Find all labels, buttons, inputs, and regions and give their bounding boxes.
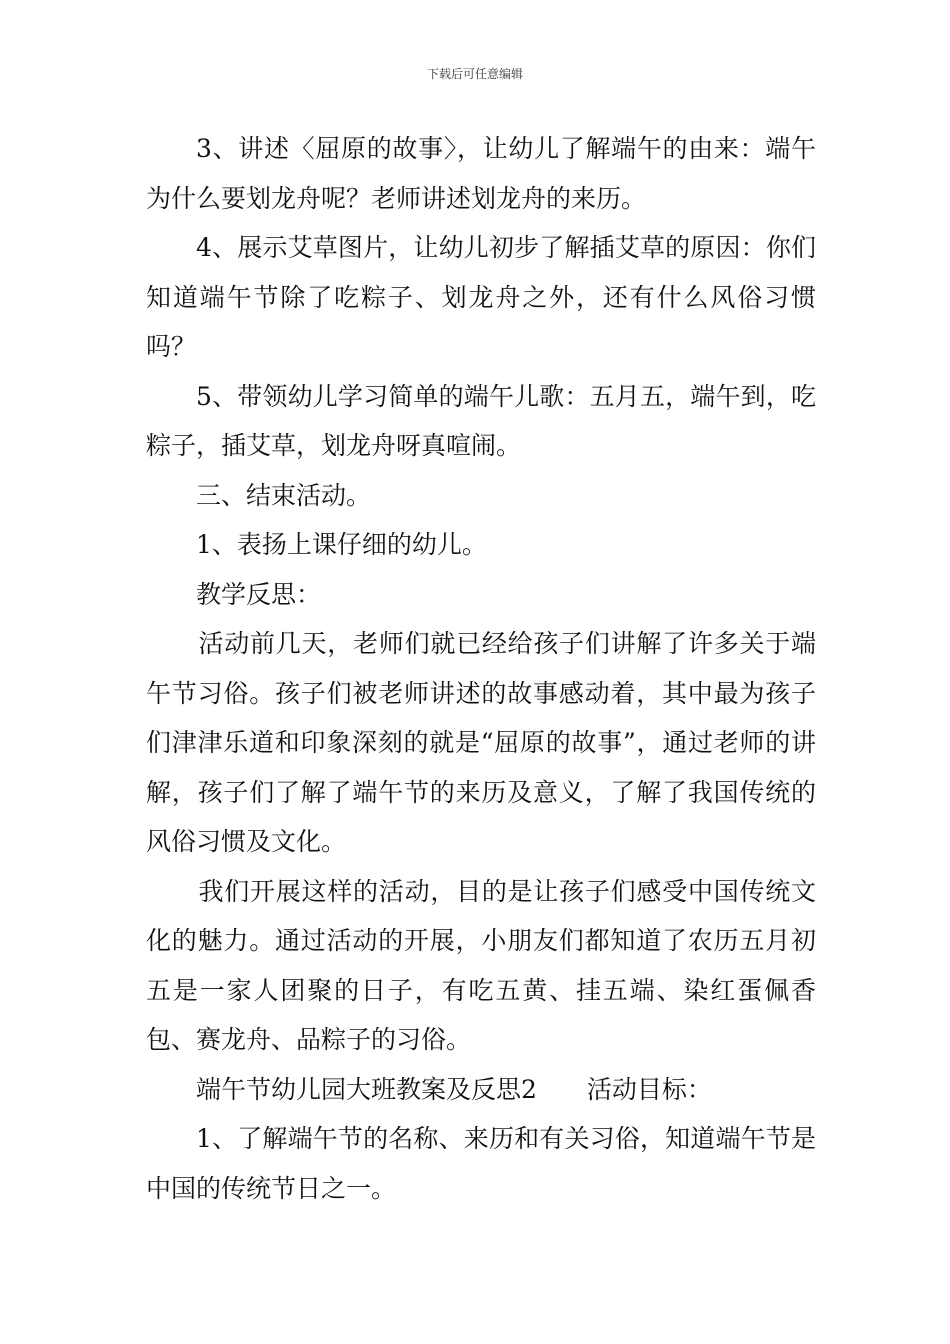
section-heading-subtitle: 活动目标： [586,1074,712,1104]
paragraph-story-qu-yuan: 3、讲述〈屈原的故事〉，让幼儿了解端午的由来：端午为什么要划龙舟呢？老师讲述划龙舟的来历。 [146,134,816,213]
paragraph-praise: 1、表扬上课仔细的幼儿。 [196,530,487,559]
page-header: 下载后可任意编辑 [426,67,523,81]
section-heading [146,1065,816,1115]
paragraph-reflection-2: 我们开展这样的活动，目的是让孩子们感受中国传统文化的魅力。通过活动的开展，小朋友们都知道了农历五月初五是一家人团聚的日子，有吃五黄、挂五端、染红蛋佩香包、赛龙舟、品粽子的习俗。 [146,876,816,1054]
paragraph-goal-1: 1、了解端午节的名称、来历和有关习俗，知道端午节是中国的传统节日之一。 [146,1124,816,1203]
section-heading-title: 端午节幼儿园大班教案及反思2 [196,1074,537,1104]
paragraph-end-activity: 三、结束活动。 [196,480,372,510]
paragraph-nursery-rhyme: 5、带领幼儿学习简单的端午儿歌：五月五，端午到，吃粽子，插艾草，划龙舟呀真喧闹。 [146,381,816,460]
paragraph-reflection-heading: 教学反思： [196,579,322,609]
paragraph-reflection-1: 活动前几天，老师们就已经给孩子们讲解了许多关于端午节习俗。孩子们被老师讲述的故事感动着，其中最为孩子们津津乐道和印象深刻的就是“屈原的故事”，通过老师的讲解，孩子们了解了端午节的来历及意义，了解了我国传统的风俗习惯及文化。 [146,629,816,856]
document-body [146,124,816,1213]
paragraph-mugwort: 4、展示艾草图片，让幼儿初步了解插艾草的原因：你们知道端午节除了吃粽子、划龙舟之外，还有什么风俗习惯吗？ [146,233,816,361]
